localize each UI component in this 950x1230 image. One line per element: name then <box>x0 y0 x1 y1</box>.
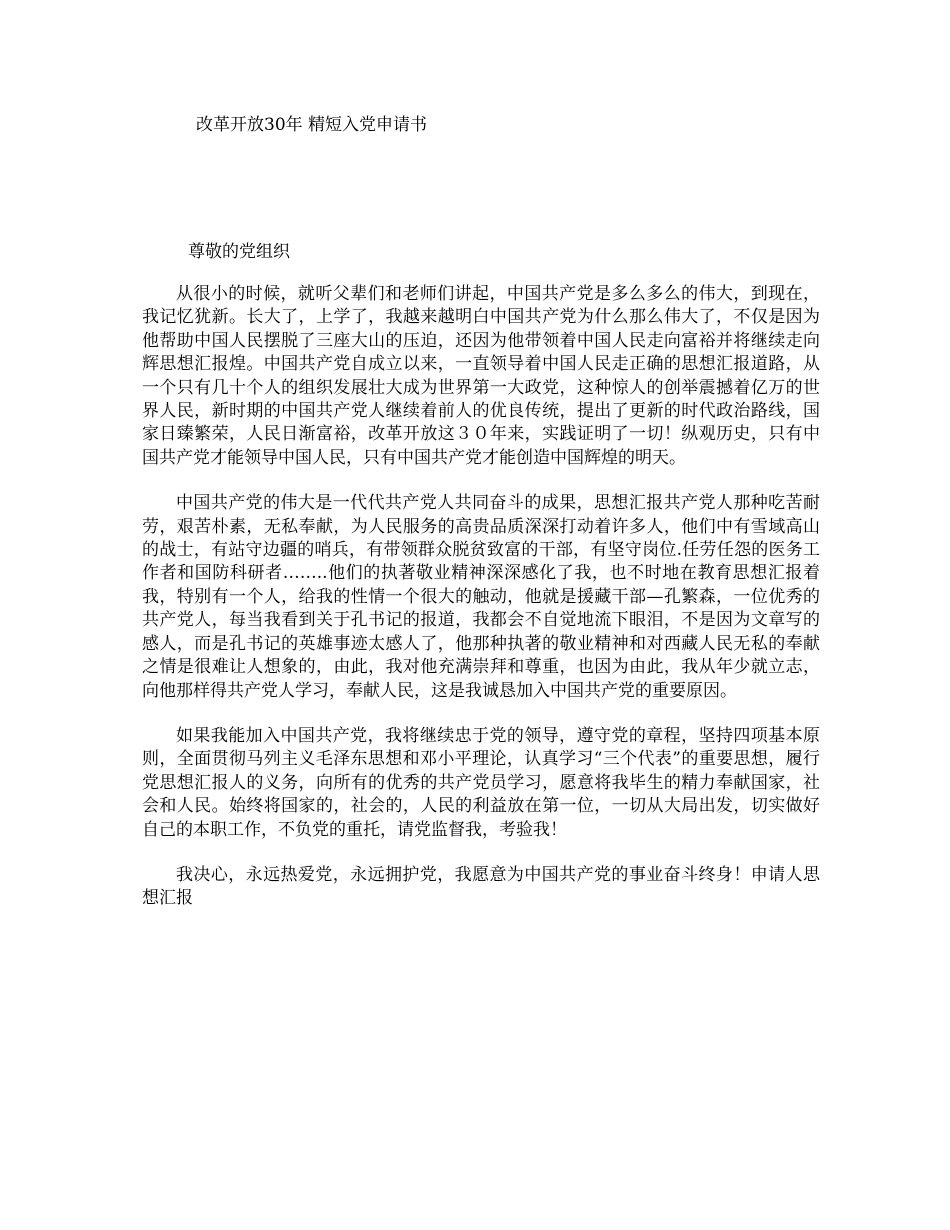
paragraph: 我决心，永远热爱党，永远拥护党，我愿意为中国共产党的事业奋斗终身！申请人思想汇报 <box>142 864 820 909</box>
salutation: 尊敬的党组织 <box>188 242 290 262</box>
paragraph: 从很小的时候，就听父辈们和老师们讲起，中国共产党是多么多么的伟大，到现在，我记忆犹新。长大了，上学了，我越来越明白中国共产党为什么那么伟大了，不仅是因为他帮助中国人民摆脱了三座大山的压迫，还因为他带领着中国人民走向富裕并将继续走向辉思想汇报煌。中国共产党自成立以来，一直领导着中国人民走正确的思想汇报道路，从一个只有几十个人的组织发展壮大成为世界第一大政党，这种惊人的创举震撼着亿万的世界人民，新时期的中国共产党人继续着前人的优良传统，提出了更新的时代政治路线，国家日臻繁荣，人民日渐富裕，改革开放这３０年来，实践证明了一切！纵观历史，只有中国共产党才能领导中国人民，只有中国共产党才能创造中国辉煌的明天。 <box>142 284 820 468</box>
paragraph: 中国共产党的伟大是一代代共产党人共同奋斗的成果，思想汇报共产党人那种吃苦耐劳，艰苦朴素，无私奉献，为人民服务的高贵品质深深打动着许多人，他们中有雪域高山的战士，有站守边疆的哨兵，有带领群众脱贫致富的干部，有坚守岗位.任劳任怨的医务工作者和国防科研者……..他们的执著敬业精神深深感化了我，也不时地在教育思想汇报着我，特别有一个人，给我的性情一个很大的触动，他就是援藏干部—孔繁森，一位优秀的共产党人，每当我看到关于孔书记的报道，我都会不自觉地流下眼泪，不是因为文章写的感人，而是孔书记的英雄事迹太感人了，他那种执著的敬业精神和对西藏人民无私的奉献之情是很难让人想象的，由此，我对他充满崇拜和尊重，也因为由此，我从年少就立志，向他那样得共产党人学习，奉献人民，这是我诚恳加入中国共产党的重要原因。 <box>142 493 820 701</box>
document-title: 改革开放30年 精短入党申请书 <box>196 115 428 135</box>
letter-body <box>142 283 820 933</box>
paragraph: 如果我能加入中国共产党，我将继续忠于党的领导，遵守党的章程，坚持四项基本原则，全面贯彻马列主义毛泽东思想和邓小平理论，认真学习“三个代表”的重要思想，履行党思想汇报人的义务，向所有的优秀的共产党员学习，愿意将我毕生的精力奉献国家，社会和人民。始终将国家的，社会的，人民的利益放在第一位，一切从大局出发，切实做好自己的本职工作，不负党的重托，请党监督我，考验我！ <box>142 725 820 840</box>
